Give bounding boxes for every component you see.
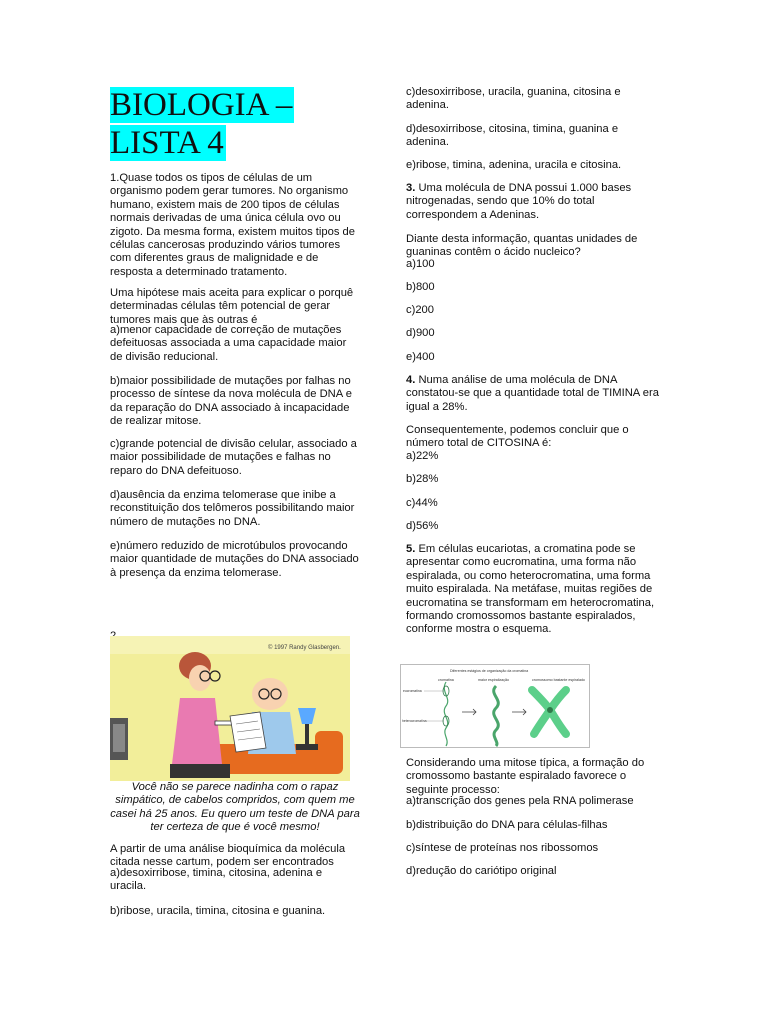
- q3-option-d: d)900: [406, 327, 435, 339]
- q4-option-c: c)44%: [406, 497, 438, 509]
- q4-number: 4.: [406, 374, 416, 386]
- q1-option-e: e)número reduzido de microtúbulos provocando maior quantidade de mutações do DNA associado à presença da enzima telomerase.: [110, 540, 359, 579]
- q4-stem: Consequentemente, podemos concluir que o número total de CITOSINA é:: [406, 424, 629, 450]
- cartoon-credit: © 1997 Randy Glasbergen.: [268, 645, 341, 651]
- q1-intro: 1.Quase todos os tipos de células de um organismo podem gerar tumores. No organismo humano, existem mais de 200 tipos de células normais derivadas de uma única célula ovo ou zigoto. Da mesma forma, existem muitos tipos de células cancerosas produzindo vários tumores com diferentes graus de malignidade e de resposta a determinado tratamento.: [110, 172, 355, 278]
- woman-dress-shape: [172, 698, 222, 764]
- q5-option-a: a)transcrição dos genes pela RNA polimerase: [406, 795, 634, 807]
- diagram-label-eucromatina: eucromatina: [403, 689, 422, 693]
- q3-text: [406, 182, 662, 222]
- chromatin-diagram: [400, 664, 590, 748]
- q3-option-b: b)800: [406, 281, 435, 293]
- q4-option-a: a)22%: [406, 450, 439, 462]
- q4-option-d: d)56%: [406, 520, 439, 532]
- q1-option-b: b)maior possibilidade de mutações por falhas no processo de síntese da nova molécula de DNA e da reparação do DNA associado à incapacidade de realizar mitose.: [110, 375, 352, 428]
- dna-cartoon-image: [110, 636, 350, 781]
- q1-stem: Uma hipótese mais aceita para explicar o porquê determinadas células têm potencial de gerar tumores mais que às outras é: [110, 287, 354, 326]
- q2-option-e: e)ribose, timina, adenina, uracila e citosina.: [406, 159, 622, 171]
- q4-text: [406, 374, 662, 414]
- q2-option-b: b)ribose, uracila, timina, citosina e guanina.: [110, 905, 326, 917]
- q3-number: 3.: [406, 182, 416, 194]
- q2-option-d: d)desoxirribose, citosina, timina, guanina e adenina.: [406, 123, 619, 149]
- diagram-label-cromossomo: cromossomo bastante espiralado: [532, 678, 585, 682]
- q4-body: Numa análise de uma molécula de DNA constatou-se que a quantidade total de TIMINA era igual a 28%.: [406, 374, 659, 413]
- cartoon-caption: Você não se parece nadinha com o rapaz simpático, de cabelos compridos, com quem me casei há 25 anos. Eu quero um teste de DNA para ter certeza de que é você mesmo!: [110, 781, 360, 834]
- diagram-label-maior: maior espiralização: [478, 678, 509, 682]
- q1-option-d: d)ausência da enzima telomerase que inibe a reconstituição dos telômeros possibilitando maior número de mutações no DNA.: [110, 489, 355, 528]
- q5-text: [406, 543, 662, 637]
- q2-option-c: c)desoxirribose, uracila, guanina, citosina e adenina.: [406, 86, 621, 112]
- q3-option-a: a)100: [406, 258, 435, 270]
- q5-body: Em células eucariotas, a cromatina pode se apresentar como eucromatina, uma forma não espiralada, ou como heterocromatina, uma forma muito espiralada. Na metáfase, muitas regiões de eucromatina se transformam em heterocromatina, formando cromossomos bastante espiralados, conforme mostra o esquema.: [406, 543, 655, 636]
- q3-body: Uma molécula de DNA possui 1.000 bases nitrogenadas, sendo que 10% do total correspondem a Adeninas.: [406, 182, 632, 221]
- q5-option-b: b)distribuição do DNA para células-filhas: [406, 819, 608, 831]
- q1-option-c: c)grande potencial de divisão celular, associado a maior possibilidade de mutações e falhas no reparo do DNA defeituoso.: [110, 438, 357, 477]
- newspaper-shape: [230, 712, 266, 752]
- q1-option-a: a)menor capacidade de correção de mutações defeituosas associada a uma capacidade maior de divisão reducional.: [110, 324, 347, 363]
- q4-option-b: b)28%: [406, 473, 439, 485]
- title-line-1: BIOLOGIA –: [110, 87, 293, 123]
- q5-option-c: c)síntese de proteínas nos ribossomos: [406, 842, 599, 854]
- diagram-label-heterocromatina: heterocromatina: [402, 719, 427, 723]
- man-face-shape: [252, 678, 288, 710]
- q3-option-c: c)200: [406, 304, 434, 316]
- q2-option-a: a)desoxirribose, timina, citosina, adenina e uracila.: [110, 867, 323, 893]
- title-line-2: LISTA 4: [110, 125, 224, 161]
- q5-option-d: d)redução do cariótipo original: [406, 865, 557, 877]
- diagram-label-cromatina: cromatina: [438, 678, 454, 682]
- q5-number: 5.: [406, 543, 416, 555]
- q5-stem: Considerando uma mitose típica, a formação do cromossomo bastante espiralado favorece o seguinte processo:: [406, 757, 645, 796]
- diagram-title: Diferentes estágios de organização da cromatina: [450, 669, 529, 673]
- q3-stem: Diante desta informação, quantas unidades de guaninas contêm o ácido nucleico?: [406, 233, 638, 259]
- q3-option-e: e)400: [406, 351, 435, 363]
- page-title: [110, 86, 294, 162]
- q2-stem: A partir de uma análise bioquímica da molécula citada nesse cartum, podem ser encontrados: [110, 843, 346, 869]
